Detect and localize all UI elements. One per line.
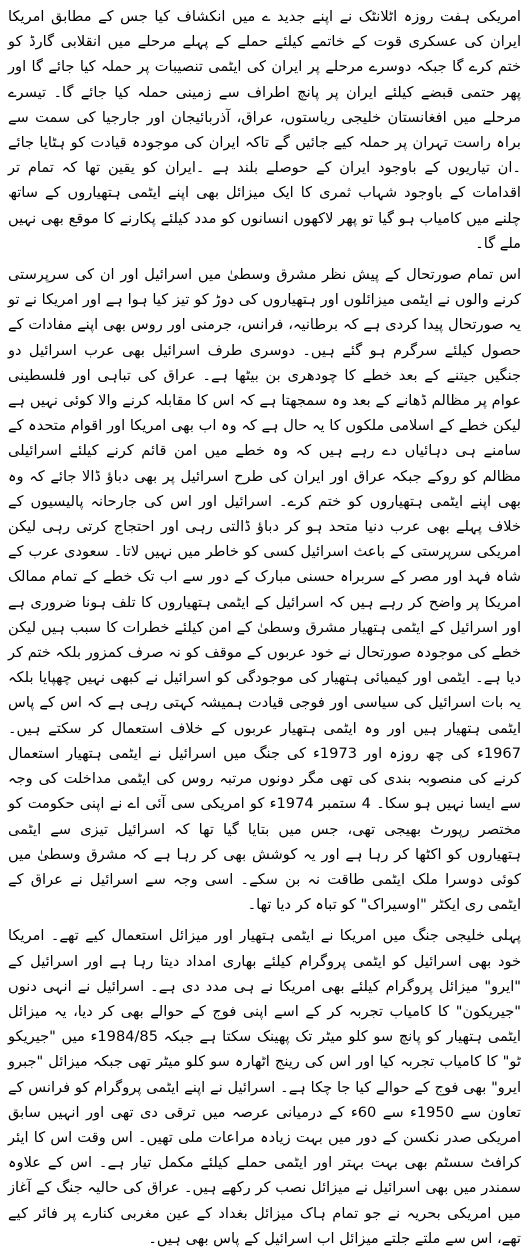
article-paragraph-iran-attack-plan: امریکی ہفت روزہ اٹلانٹک نے اپنے جدید ے میں انکشاف کیا جس کے مطابق امریکا ایران کی عسکری قوت کے خاتمے کیلئے حملے کے پہلے مرحلے میں انقلابی گارڈ کو ختم کرے گا جبکہ دوسرے مرحلے پر ایران کی ایٹمی تنصیبات پر حملہ کیا جائے گا اور پھر حتمی قبضے کیلئے ایران پر پانچ اطراف سے زمینی حملہ کیا جائے گا۔ تیسرے مرحلے میں افغانستان خلیجی ریاستوں، عراق، آذربائیجان اور جارجیا کی سمت سے براہ راست تہران پر حملہ کیے جائیں گے تاکہ ایران کی موجودہ قیادت کو ہٹایا جائے ۔ان تیاریوں کے باوجود ایران کے حوصلے بلند ہے ۔ایران کو یقین تھا کہ تمام تر اقدامات کے باوجود شہاب ثمری کا ایک میزائل بھی اپنے ایٹمی ہتھیاروں کے ساتھ چلنے میں کامیاب ہو گیا تو پھر لاکھوں انسانوں کو مدد کیلئے پکارنے کا موقع بھی نہیں ملے گا۔ (8, 8, 521, 252)
article-paragraph-middle-east-arms-race: اس تمام صورتحال کے پیش نظر مشرق وسطیٰ میں اسرائیل اور ان کی سرپرستی کرنے والوں نے ایٹمی میزائلوں اور ہتھیاروں کی دوڑ کو تیز کیا ہوا ہے اور امریکا نے تو یہ صورتحال پیدا کردی ہے کہ برطانیہ، فرانس، جرمنی اور روس بھی اپنے مفادات کے حصول کیلئے سرگرم ہو گئے ہیں۔ دوسری طرف اسرائیل بھی عرب اسرائیل دو جنگیں جیتنے کے بعد خطے کا چودھری بن بیٹھا ہے۔ عراق کی تباہی اور فلسطینی عوام پر مظالم ڈھانے کے بعد وہ سمجھتا ہے کہ اس کا مقابلہ کرنے والا کوئی نہیں ہے لیکن خطے کے اسلامی ملکوں کا یہ حال ہے کہ وہ اب بھی امریکا اور اقوام متحدہ کے سامنے ہی دہائیاں دے رہے ہیں کہ وہ خطے میں امن قائم کرنے کیلئے اسرائیلی مظالم کو روکے جبکہ عراق اور ایران کی طرح اسرائیل پر بھی دباؤ ڈالا جائے کہ وہ بھی اپنے ایٹمی ہتھیاروں کو ختم کرے۔ اسرائیل اور اس کی جارحانہ پالیسیوں کے خلاف پہلے بھی عرب دنیا متحد ہو کر دباؤ ڈالتی رہی اور احتجاج کرتی رہی لیکن امریکی سرپرستی کے باعث اسرائیل کسی کو خاطر میں نہیں لاتا۔ سعودی عرب کے شاہ فہد اور مصر کے سربراہ حسنی مبارک کے دور سے اب تک خطے کے تمام ممالک امریکا پر واضح کر رہے ہیں کہ اسرائیل کے ایٹمی ہتھیاروں کا تلف ہونا ضروری ہے اور اسرائیل کے ایٹمی ہتھیار مشرق وسطیٰ کے امن کیلئے خطرات کا سبب ہیں لیکن خطے کی موجودہ صورتحال نے خود عربوں کے موقف کو نہ صرف کمزور بلکہ ختم کر دیا ہے۔ ایٹمی اور کیمیائی ہتھیار کی موجودگی کو اسرائیل نے کبھی نہیں چھپایا بلکہ یہ بات اسرائیل کی سیاسی اور فوجی قیادت ہمیشہ کہتی رہی ہے کہ اس کے پاس ایٹمی ہتھیار ہیں اور وہ ایٹمی ہتھیار عربوں کے خلاف استعمال کر سکتے ہیں۔ 1967ء کی چھ روزہ اور 1973ء کی جنگ میں اسرائیل نے ایٹمی ہتھیار استعمال کرنے کی منصوبہ بندی کی تھی مگر دونوں مرتبہ روس کی ایٹمی مداخلت کی وجہ سے ایسا نہیں ہو سکا۔ 4 ستمبر 1974ء کو امریکی سی آئی اے نے اپنی حکومت کو مختصر رپورٹ بھیجی تھی، جس میں بتایا گیا تھا کہ اسرائیل تیزی سے ایٹمی ہتھیاروں کو اکٹھا کر رہا ہے اور یہ کوشش بھی کر رہا ہے کہ مشرق وسطیٰ میں کوئی دوسرا ملک ایٹمی طاقت نہ بن سکے۔ اسی وجہ سے اسرائیل نے عراق کے ایٹمی ری ایکٹر "اوسیراک" کو تباہ کر دیا تھا۔ (8, 266, 521, 914)
article-paragraph-israel-missile-program: پہلی خلیجی جنگ میں امریکا نے ایٹمی ہتھیار اور میزائل استعمال کیے تھے۔ امریکا خود بھی اسرائیل کو ایٹمی پروگرام کیلئے بھاری امداد دیتا رہا ہے اور اسرائیل کے "ایرو" میزائل پروگرام کیلئے بھی امریکا نے ہی مدد دی ہے۔ اسرائیل نے انہی دنوں "جیریکون" کا کامیاب تجربہ کر کے اسے اپنی فوج کے حوالے بھی کر دیا، یہ میزائل ایٹمی ہتھیار کو پانچ سو کلو میٹر تک پھینک سکتا ہے جبکہ 1984/85ء میں "جیریکو ٹو" کا کامیاب تجربہ کیا اور اس کی رینج اٹھارہ سو کلو میٹر تھی جبکہ میزائل "جبرو ایرو" بھی فوج کے حوالے کیا جا چکا ہے۔ اسرائیل نے اپنے ایٹمی پروگرام کو فرانس کے تعاون سے 1950ء سے 60ء کے درمیانی عرصہ میں ترقی دی تھی اور انہیں سابق امریکی صدر نکسن کے دور میں بہت زیادہ مراعات ملی تھیں۔ اس وقت اس کا ایئر کرافٹ سسٹم بھی بہت بہتر اور ایٹمی حملے کیلئے مکمل تیار ہے۔ اس کے علاوہ سمندر میں بھی اسرائیل نے میزائل نصب کر رکھے ہیں۔ عراق کی حالیہ جنگ کے آغاز میں امریکی بحریہ نے جو تمام ہاک میزائل بغداد کے عین مغربی کنارے پر فائر کیے تھے، اس سے ملتے جلتے میزائل اب اسرائیل کے پاس بھی ہیں۔ (8, 927, 521, 1247)
